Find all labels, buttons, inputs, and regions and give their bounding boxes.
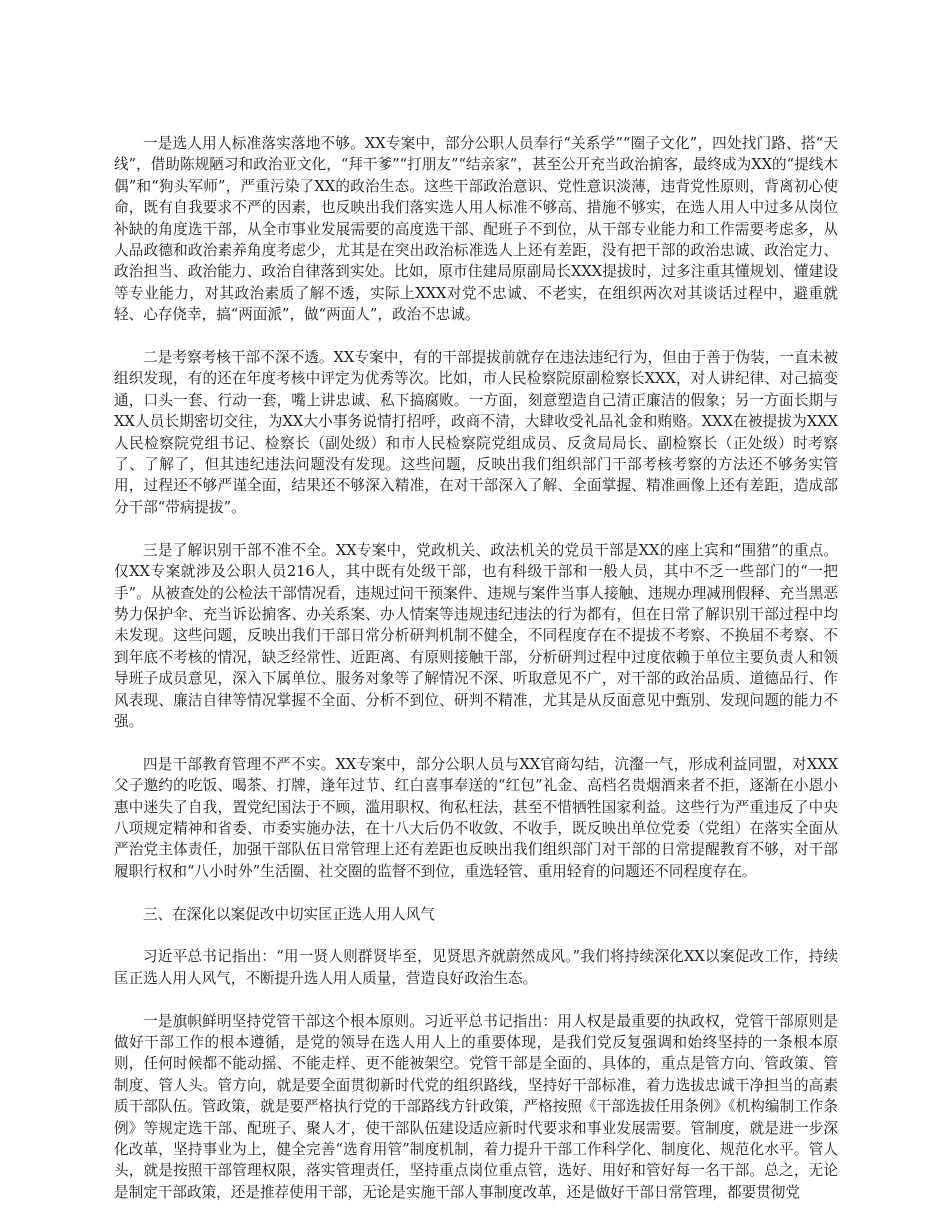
paragraph-selection-standards: 一是选人用人标准落实落地不够。XX专案中，部分公职人员奉行“关系学”“圈子文化”，四处找门路、搭“天线”，借助陈规陋习和政治亚文化，“拜干爹”“打朋友”“结亲家”，甚至公开充当政治掮客，最终成为XX的“提线木偶”和“狗头军师”，严重污染了XX的政治生态。这些干部政治意识、党性意识淡薄，违背党性原则，背离初心使命，既有自我要求不严的因素，也反映出我们落实选人用人标准不够高、措施不够实，在选人用人中过多从岗位补缺的角度选干部，从全市事业发展需要的高度选干部、配班子不到位，从干部专业能力和工作需要考虑多，从人品政德和政治素养角度考虑少，尤其是在突出政治标准选人上还有差距，没有把干部的政治忠诚、政治定力、政治担当、政治能力、政治自律落到实处。比如，原市住建局原副局长XXX提拔时，过多注重其懂规划、懂建设等专业能力，对其政治素质了解不透，实际上XXX对党不忠诚、不老实，在组织两次对其谈话过程中，避重就轻、心存侥幸，搞“两面派”，做“两面人”，政治不忠诚。: [114, 135, 838, 324]
paragraph-assessment: 二是考察考核干部不深不透。XX专案中，有的干部提拔前就存在违法违纪行为，但由于善于伪装，一直未被组织发现，有的还在年度考核中评定为优秀等次。比如，市人民检察院原副检察长XXX，对人讲纪律、对己搞变通，口头一套、行动一套，嘴上讲忠诚、私下搞腐败。一方面，刻意塑造自己清正廉洁的假象；另一方面长期与XX人员长期密切交往，为XX大小事务说情打招呼，政商不清，大肆收受礼品礼金和贿赂。XXX在被提拔为XXX人民检察院党组书记、检察长（副处级）和市人民检察院党组成员、反贪局局长、副检察长（正处级）时考察了、了解了，但其违纪违法问题没有发现。这些问题，反映出我们组织部门干部考核考察的方法还不够务实管用，过程还不够严谨全面，结果还不够深入精准，在对干部深入了解、全面掌握、精准画像上还有差距，造成部分干部“带病提拔”。: [114, 349, 838, 516]
paragraph-identification: 三是了解识别干部不准不全。XX专案中，党政机关、政法机关的党员干部是XX的座上宾和“围猎”的重点。仅XX专案就涉及公职人员216人，其中既有处级干部，也有科级干部和一般人员，其中不乏一些部门的“一把手”。从被查处的公检法干部情况看，违规过问干预案件、违规与案件当事人接触、违规办理减刑假释、充当黑恶势力保护伞、充当诉讼掮客、办关系案、办人情案等违规违纪违法的行为都有，但在日常了解识别干部过程中均未发现。这些问题，反映出我们干部日常分析研判机制不健全，不同程度存在不提拔不考察、不换届不考察、不到年底不考核的情况，缺乏经常性、近距离、有原则接触干部，分析研判过程中过度依赖于单位主要负责人和领导班子成员意见，深入下属单位、服务对象等了解情况不深、听取意见不广，对干部的政治品质、道德品行、作风表现、廉洁自律等情况掌握不全面、分析不到位、研判不精准，尤其是从反面意见中甄别、发现问题的能力不强。: [114, 541, 838, 730]
paragraph-education-management: 四是干部教育管理不严不实。XX专案中，部分公职人员与XX官商勾结，沆瀣一气，形成利益同盟，对XXX父子邀约的吃饭、喝茶、打牌，逢年过节、红白喜事奉送的“红包”礼金、高档名贵烟酒来者不拒，逐渐在小恩小惠中迷失了自我，置党纪国法于不顾，滥用职权、徇私枉法，甚至不惜牺牲国家利益。这些行为严重违反了中央八项规定精神和省委、市委实施办法，在十八大后仍不收敛、不收手，既反映出单位党委（党组）在落实全面从严治党主体责任，加强干部队伍日常管理上还有差距也反映出我们组织部门对干部的日常提醒教育不够，对干部履职行权和“八小时外”生活圈、社交圈的监督不到位，重选轻管、重用轻育的问题还不同程度存在。: [114, 755, 838, 880]
document-body: [114, 133, 838, 1225]
section-heading: 三、在深化以案促改中切实匡正选人用人风气: [143, 905, 435, 923]
paragraph-party-principle: 一是旗帜鲜明坚持党管干部这个根本原则。习近平总书记指出：用人权是最重要的执政权，党管干部原则是做好干部工作的根本遵循，是党的领导在选人用人上的重要体现，是我们党反复强调和始终坚持的一条根本原则，任何时候都不能动摇、不能走样、更不能被架空。党管干部是全面的、具体的，重点是管方向、管政策、管制度、管人头。管方向，就是要全面贯彻新时代党的组织路线，坚持好干部标准，着力选拔忠诚干净担当的高素质干部队伍。管政策，就是要严格执行党的干部路线方针政策，严格按照《干部选拔任用条例》《机构编制工作条例》等规定选干部、配班子、聚人才，使干部队伍建设适应新时代要求和事业发展需要。管制度，就是进一步深化改革，坚持事业为上，健全完善“选育用管”制度机制，着力提升干部工作科学化、制度化、规范化水平。管人头，就是按照干部管理权限，落实管理责任，坚持重点岗位重点管，选好、用好和管好每一名干部。总之，无论是制定干部政策，还是推荐使用干部，无论是实施干部人事制度改革，还是做好干部日常管理，都要贯彻党: [114, 1012, 838, 1201]
paragraph-quote: 习近平总书记指出：“用一贤人则群贤毕至，见贤思齐就蔚然成风。”我们将持续深化XX以案促改工作，持续匡正选人用人风气，不断提升选人用人质量，营造良好政治生态。: [114, 948, 838, 987]
